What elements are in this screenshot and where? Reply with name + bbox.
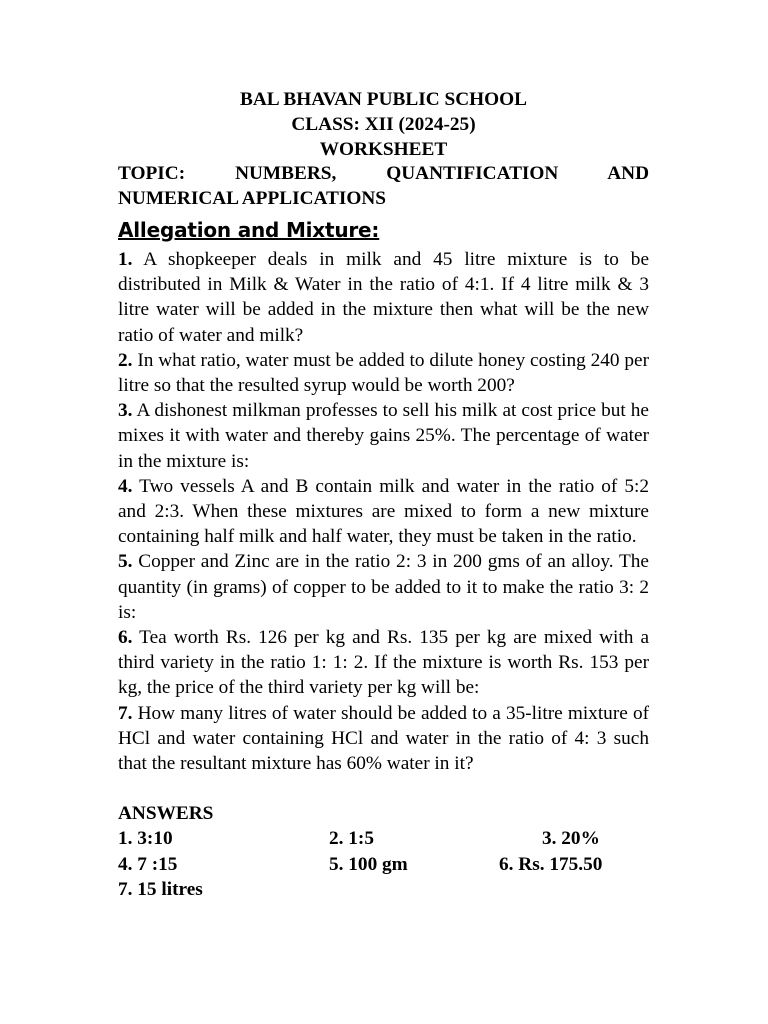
- question-number: 5.: [118, 551, 133, 573]
- question-text: Two vessels A and B contain milk and water in the ratio of 5:2 and 2:3. When these mixtures are mixed to form a new mixture containing half milk and half water, they must be taken in the ratio.: [118, 475, 649, 548]
- answers-row-1: [118, 826, 649, 852]
- question-number: 7.: [118, 702, 133, 724]
- answer-6: 6. Rs. 175.50: [499, 853, 603, 875]
- question-text: How many litres of water should be added to a 35-litre mixture of HCl and water containing HCl and water in the ratio of 4: 3 such that the resultant mixture has 60% water in it?: [118, 702, 649, 775]
- question-4: [118, 474, 649, 550]
- topic-line-2: NUMERICAL APPLICATIONS: [118, 188, 387, 210]
- section-title: Allegation and Mixture:: [118, 217, 380, 242]
- question-number: 6.: [118, 627, 133, 649]
- school-name: BAL BHAVAN PUBLIC SCHOOL: [240, 89, 527, 110]
- answers-row-2: [118, 852, 649, 878]
- worksheet-page: [118, 88, 649, 903]
- question-text: Tea worth Rs. 126 per kg and Rs. 135 per kg are mixed with a third variety in the ratio 1: 1: 2. If the mixture is worth Rs. 153 per kg, the price of the third variety per kg will be:: [118, 627, 649, 699]
- question-text: Copper and Zinc are in the ratio 2: 3 in 200 gms of an alloy. The quantity (in grams) of copper to be added to it to make the ratio 3: 2 is:: [118, 551, 649, 623]
- question-number: 4.: [118, 475, 133, 497]
- question-number: 2.: [118, 349, 133, 371]
- worksheet-label: WORKSHEET: [319, 138, 448, 160]
- answer-1: 1. 3:10: [118, 828, 173, 850]
- answer-2: 2. 1:5: [329, 828, 374, 850]
- question-text: A dishonest milkman professes to sell his milk at cost price but he mixes it with water and thereby gains 25%. The percentage of water in the mixture is:: [118, 400, 649, 472]
- question-text: A shopkeeper deals in milk and 45 litre mixture is to be distributed in Milk & Water in the ratio of 4:1. If 4 litre milk & 3 litre water will be added in the mixture then what will be the new ratio of water and milk?: [118, 248, 649, 346]
- question-5: [118, 549, 649, 625]
- answers-title: ANSWERS: [118, 803, 214, 825]
- question-7: [118, 701, 649, 777]
- answer-7: 7. 15 litres: [118, 879, 203, 901]
- question-number: 1.: [118, 248, 133, 270]
- answer-4: 4. 7 :15: [118, 853, 178, 875]
- question-text: In what ratio, water must be added to dilute honey costing 240 per litre so that the resulted syrup would be worth 200?: [118, 349, 649, 396]
- answer-5: 5. 100 gm: [329, 853, 408, 875]
- answer-3: 3. 20%: [542, 828, 600, 850]
- answers-row-3: [118, 877, 649, 903]
- question-6: [118, 625, 649, 701]
- class-line: CLASS: XII (2024-25): [291, 113, 476, 135]
- question-3: [118, 398, 649, 474]
- question-number: 3.: [118, 400, 133, 422]
- question-2: [118, 348, 649, 398]
- topic-line-1: TOPIC: NUMBERS, QUANTIFICATION AND: [118, 163, 649, 185]
- question-1: [118, 247, 649, 348]
